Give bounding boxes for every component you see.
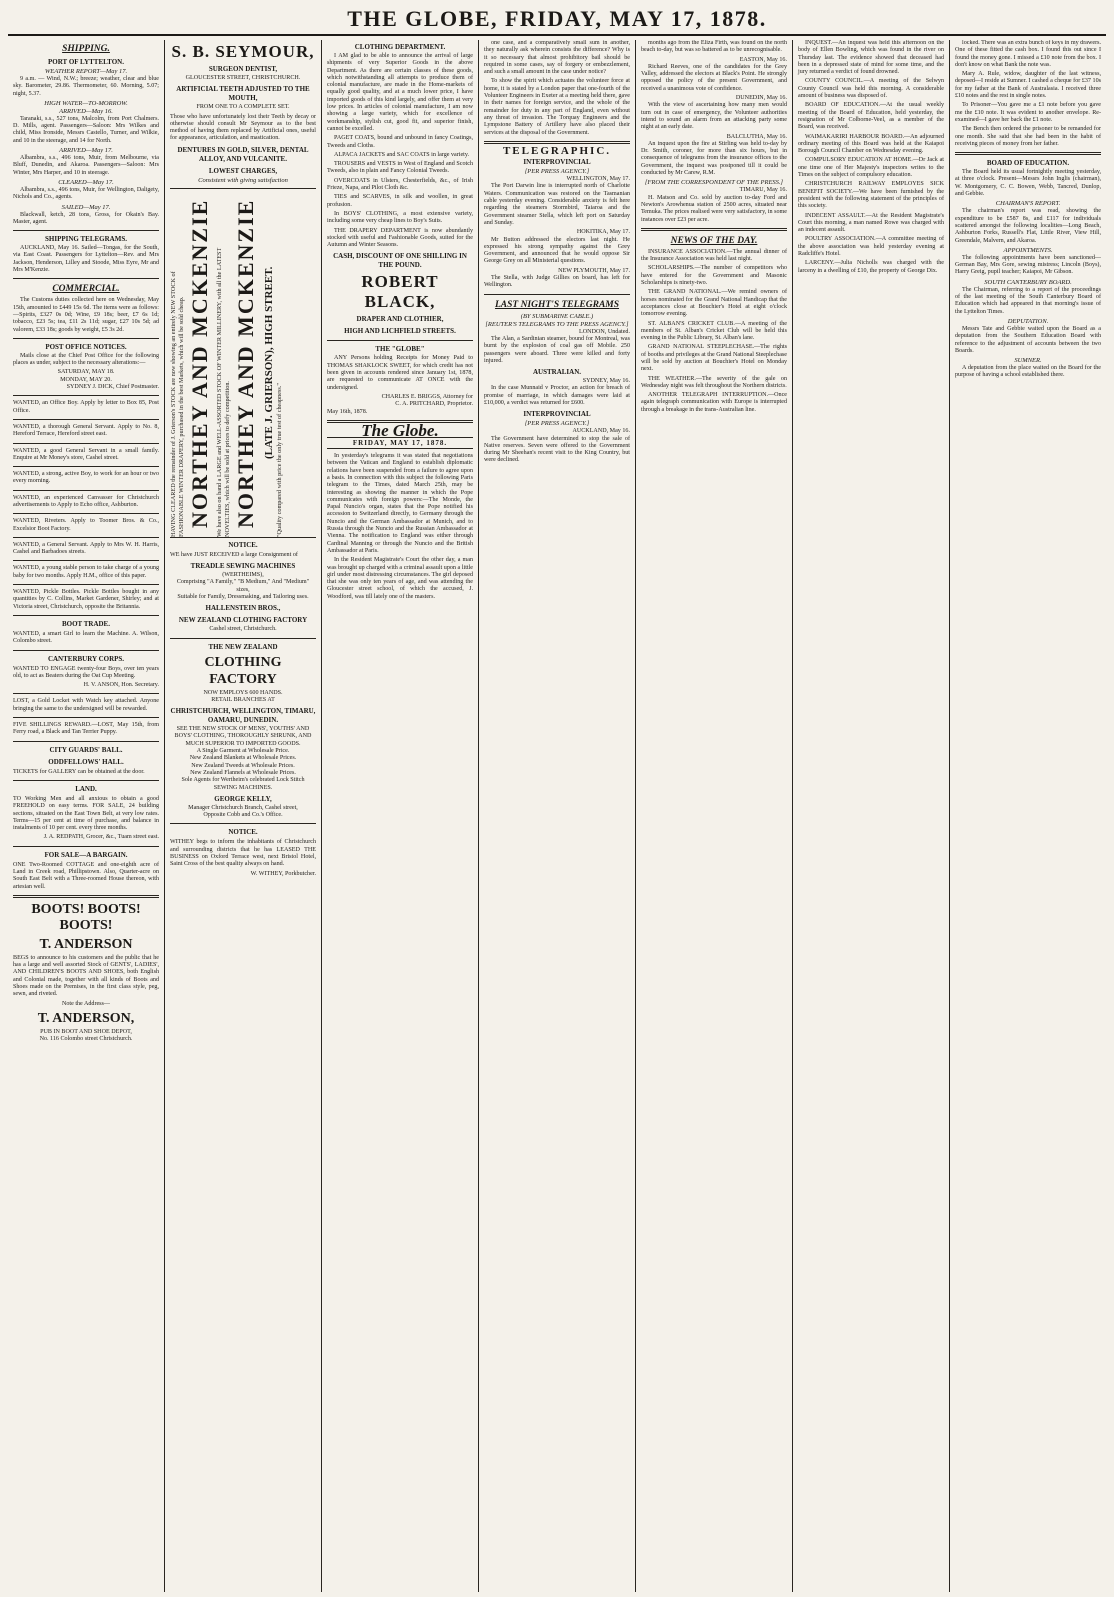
column-2: [165, 40, 322, 1592]
blankets: New Zealand Blankets at Wholesale Prices.: [189, 755, 297, 762]
chairman-heading: CHAIRMAN'S REPORT.: [995, 200, 1061, 208]
news-of-the-day-heading: NEWS OF THE DAY.: [670, 235, 758, 246]
boots-heading: BOOTS! BOOTS! BOOTS!: [31, 901, 141, 933]
george-kelly: GEORGE KELLY,: [214, 794, 272, 803]
vertical-title-2: NORTHEY AND MCKENZIE: [233, 198, 258, 528]
court-text-1: locked. There was an extra bunch of keys in my drawers. One of these fitted the cash box. I found this out since I found the money gone. I missed a £10 note from the box. I don't know on what Bank the note was.: [955, 40, 1101, 68]
sumner-heading: SUMNER.: [1014, 357, 1042, 365]
vertical-quote: "Quality compared with price the only true test of cheapness.": [276, 382, 283, 537]
suitable: Suitable for Family, Dressmaking, and Tailoring uses.: [177, 593, 309, 600]
note-address: Note the Address—: [61, 1000, 111, 1007]
oddfellows-heading: ODDFELLOWS' HALL.: [48, 757, 124, 766]
branches: CHRISTCHURCH, WELLINGTON, TIMARU, OAMARU, DUNEDIN.: [170, 707, 316, 725]
auckland-text: The Government have determined to stop the sale of Native reserves. Seven were offered to the Government during Mr Sheehan's recent visit to the King Country, but were declined.: [484, 435, 630, 464]
arrived-heading: ARRIVED—May 16.: [59, 107, 113, 115]
briggs: CHARLES E. BRIGGS, Attorney for: [381, 393, 473, 400]
high-lichfield: HIGH AND LICHFIELD STREETS.: [344, 327, 456, 336]
comprising: Comprising "A Family," "B Medium," And "Medium" sizes,: [176, 579, 310, 593]
arrived2-heading: ARRIVED—May 17.: [59, 147, 113, 155]
lowest-charges: LOWEST CHARGES,: [208, 166, 278, 175]
indecent-text: INDECENT ASSAULT.—At the Resident Magistrate's Court this morning, a man named Rowe was charged with an indecent assault.: [798, 212, 944, 234]
weather-heading: WEATHER REPORT—May 17.: [44, 68, 128, 75]
column-3: [322, 40, 479, 1592]
dunedin-dateline: DUNEDIN, May 16.: [735, 95, 787, 102]
australian-heading: AUSTRALIAN.: [532, 368, 582, 377]
larceny-text: LARCENY.—Julia Nicholls was charged with the larceny in a dwelling of £10, the property of George Dix.: [798, 260, 944, 274]
clothing-dept-heading: CLOTHING DEPARTMENT.: [354, 43, 446, 51]
sydney-text: In the case Munnaid v Proctor, an action for breach of promise of marriage, in which damages were laid at £10,000, a verdict was returned for £600.: [484, 385, 630, 406]
single-garment: A Single Garment at Wholesale Price.: [196, 748, 290, 755]
overcoats: OVERCOATS in Ulsters, Chesterfields, &c., of Irish Frieze, Napa, and Pilot Cloth &c.: [327, 177, 473, 192]
artificial-teeth: ARTIFICIAL TEETH ADJUSTED TO THE MOUTH,: [176, 85, 310, 103]
redpath-signoff: J. A. REDPATH, Grocer, &c., Tuam street east.: [43, 834, 159, 841]
postmaster-signoff: SYDNEY J. DICK, Chief Postmaster.: [66, 384, 159, 391]
column-5: [636, 40, 793, 1592]
south-canterbury-heading: SOUTH CANTERBURY BOARD.: [984, 278, 1072, 286]
col5-intro: months ago from the Eliza Firth, was found on the north beach to-day, but was so battered as to be unrecognisable.: [641, 40, 787, 54]
harbour-text: WAIMAKARIRI HARBOUR BOARD.—An adjourned ordinary meeting of this Board was held at the Kaiapoi Borough Council Chamber on Wednesday evening.: [798, 133, 944, 155]
london-dateline: LONDON, Undated.: [579, 328, 630, 335]
wanted-ad-7: WANTED, a General Servant. Apply to Mrs W. H. Harris, Cashel and Barbadoes streets.: [13, 541, 159, 556]
globe-notice-text: ANY Persons holding Receipts for Money Paid to THOMAS SHAKLOCK SWEET, for which credit has not been given in accounts rendered since January 1st, 1878, are requested to communicate AT ONCE with the undersigned.: [327, 355, 473, 391]
press-agency: [PER PRESS AGENCY.]: [524, 168, 590, 176]
board-education-heading: BOARD OF EDUCATION.: [986, 159, 1070, 168]
news-scholarships: SCHOLARSHIPS.—The number of competitors who have entered for the Government and Masonic Scholarships is ninety-two.: [641, 265, 787, 287]
sailed-heading: SAILED—May 17.: [61, 203, 111, 211]
leader-article-2: In the Resident Magistrate's Court the other day, a man was brought up charged with a criminal assault upon a little girl under most distressing circumstances. The girl deposed that she was only ten years of age, and was attending the Gloucester street school, of which the accused, J. Woodford, was till lately one of the masters.: [327, 557, 473, 600]
sumner-text: A deputation from the place waited on the Board for the purpose of having a school established there.: [955, 365, 1101, 379]
hokitika-dateline: HOKITIKA, May 17.: [576, 229, 630, 236]
dateline: FRIDAY, MAY 17, 1878.: [327, 437, 473, 449]
new-plymouth-dateline: NEW PLYMOUTH, May 17.: [558, 267, 630, 274]
high-water-heading: HIGH WATER—TO-MORROW.: [44, 99, 128, 107]
canterbury-heading: CANTERBURY CORPS.: [47, 654, 125, 663]
reuter: [REUTER'S TELEGRAMS TO THE PRESS AGENCY.]: [485, 320, 629, 328]
dentures: DENTURES IN GOLD, SILVER, DENTAL ALLOY, AND VULCANITE.: [177, 145, 309, 163]
board-education-text: The Board held its usual fortnightly meeting yesterday, at three o'clock. Present—Messrs John Inglis (chairman), W. Montgomery, C. C. Bowen, Webb, Tancred, Dunlop, and Gebbie.: [955, 169, 1101, 198]
pritchard: C. A. PRITCHARD, Proprietor.: [395, 401, 473, 408]
wellington-dateline: WELLINGTON, May 17.: [566, 176, 630, 183]
timaru-corr: [FROM THE CORRESPONDENT OF THE PRESS.]: [644, 179, 784, 187]
telegraphic-heading: TELEGRAPHIC.: [502, 144, 612, 157]
vertical-subtitle: (LATE J. GRIERSON), HIGH STREET.: [263, 266, 275, 459]
court-text-3: To Prisoner—You gave me a £1 note before you gave me the £10 note. It was evident to another envelope. Re-examined—I gave her back the £1 note.: [955, 102, 1101, 123]
seymour-address: GLOUCESTER STREET, CHRISTCHURCH.: [185, 75, 301, 81]
surgeon-dentist: SURGEON DENTIST,: [208, 65, 278, 73]
lowest-sub: Consistent with giving satisfaction: [198, 176, 288, 184]
land-text: TO Working Men and all anxious to obtain a good FREEHOLD on easy terms. FOR SALE, 24 building sections, situated on the East Town Belt, at very low rates. Terms—15 per cent at time of purchase, and balance in instalments of 10 per cent. every three months.: [13, 795, 159, 832]
news-grand-national: THE GRAND NATIONAL.—We remind owners of horses nominated for the Grand National Handicap that the acceptances close at Bouchier's Hotel at eight o'clock tomorrow evening.: [641, 289, 787, 318]
column-6: [793, 40, 950, 1592]
vertical-line-2: FASHIONABLE WINTER DRAPERY, purchased in the best Markets, which will be sold cheap.: [178, 296, 185, 537]
globe-notice-heading: THE "GLOBE": [375, 345, 425, 354]
anson-signoff: H. V. ANSON, Hon. Secretary.: [83, 682, 159, 689]
port-heading: PORT OF LYTTELTON.: [48, 58, 124, 66]
drapery: THE DRAPERY DEPARTMENT is now abundantly stocked with useful and Fashionable Goods, suited for the Autumn and Winter Seasons.: [327, 227, 473, 249]
wanted-ad-9: WANTED, Pickle Bottles. Pickle Bottles bought in any quantities by C. Collins, Market Gardener, Shirley; and at Victoria street, Christchurch, opposite the Britannia.: [13, 589, 159, 610]
northey-mckenzie-ad: [170, 188, 316, 538]
shipping-telegrams-text: AUCKLAND, May 16. Sailed—Tongas, for the South, via East Coast. Passengers for Lyttelton—Rev. and Mrs Jackson, Henderson, Lilley and Stoode, Miss Eyre, Mr and Mrs M'Kenzie.: [13, 245, 159, 274]
last-night-heading: LAST NIGHT'S TELEGRAMS: [494, 299, 620, 310]
press-agency-2: [PER PRESS AGENCY.]: [524, 420, 590, 428]
news-insurance: INSURANCE ASSOCIATION.—The annual dinner of the Insurance Association was held last night.: [641, 248, 787, 263]
commercial-heading: COMMERCIAL.: [52, 284, 120, 295]
cleared-text: Albambra, s.s., 496 tons, Muir, for Wellington, Daligety, Nichols and Co., agents.: [13, 186, 159, 201]
interprov-heading: INTERPROVINCIAL: [523, 158, 591, 167]
deputation-text: Messrs Tate and Gebbie waited upon the Board as a deputation from the Southern Education Board with reference to the adjustment of accounts between the two Boards.: [955, 325, 1101, 354]
education-text: BOARD OF EDUCATION.—At the usual weekly meeting of the Board of Education, held yesterday, the resignation of Mr Colborne-Veel, as a member of the Board, was received.: [798, 102, 944, 131]
vertical-title-1: NORTHEY AND MCKENZIE: [187, 198, 212, 528]
sole-agents: Sole Agents for Wertheim's celebrated Lock Stitch SEWING MACHINES.: [181, 777, 305, 791]
balclutha-text: An inquest upon the fire at Stirling was held to-day by Dr. Smith, coroner, for more than six hours, but in consequence of telegrams from the insurance offices to the Government, the inquest was postponed till it could be conducted by Mr Carew, R.M.: [641, 140, 787, 177]
boot-trade-text: WANTED, a smart Girl to learn the Machine. A. Wilson, Colombo street.: [13, 630, 159, 645]
retail: RETAIL BRANCHES AT: [211, 696, 275, 703]
anderson-name: T. ANDERSON: [39, 936, 133, 952]
sydney-dateline: SYDNEY, May 16.: [582, 378, 630, 385]
news-telegraph: ANOTHER TELEGRAPH INTERRUPTION.—Once again telegraph communication with Europe is interrupted through a breakage in the trans-Australian line.: [641, 392, 787, 413]
column-7: [950, 40, 1106, 1592]
post-office-text: Mails close at the Chief Post Office for the following places as under, subject to the necessary alterations:—: [13, 352, 159, 367]
wanted-ad-4: WANTED, a strong, active Boy, to work for an hour or two every morning.: [13, 471, 159, 485]
arrived-text: Taranaki, s.s., 527 tons, Malcolm, from Port Chalmers. D. Mills, agent. Passengers—Saloon: Mrs Wilkes and child, Miss Ironside, Messrs Castello, Turner, and Wilkie, and 10 in the steerage, and 14 for North.: [13, 115, 159, 144]
wanted-ad-8: WANTED, a young stable person to take charge of a young baby for two months. Apply H.M., office of this paper.: [13, 565, 159, 579]
the-nz: THE NEW ZEALAND: [208, 642, 278, 651]
withey-signoff: W. WITHEY, Porkbutcher.: [250, 870, 316, 877]
arrived2-text: Albambra, s.s., 496 tons, Muir, from Melbourne, via Bluff, Dunedin, and Akaroa. Passengers—Saloon: Mrs Winter, Mrs Harper, and 10 in steerage.: [13, 155, 159, 176]
wellington-text: The Port Darwin line is interrupted north of Charlotte Waters. Communication was restored on the Tasmanian cable yesterday evening. Considerable anxiety is felt here regarding the steamers Stormbird, Taiaroa and the Government steamer Stella, which left port on Saturday and Sunday.: [484, 183, 630, 226]
balclutha-dateline: BALCLUTHA, May 16.: [726, 133, 787, 140]
vertical-line-4: NOVELTIES, which will be sold at prices to defy competition.: [224, 380, 231, 537]
appointments-text: The following appointments have been sanctioned—German Bay, Mrs Gore, sewing mistress; Lincoln (Boys), Harry Greig, pupil teacher; Kaiapoi, Mr Gibson.: [955, 254, 1101, 276]
appointments-heading: APPOINTMENTS.: [1003, 246, 1053, 254]
news-weather: THE WEATHER.—The severity of the gale on Wednesday night was felt throughout the Northern districts.: [641, 375, 787, 389]
compulsory-text: COMPULSORY EDUCATION AT HOME.—Dr Jack at one time one of Her Majesty's inspectors writes to the Times on the subject of compulsory education.: [798, 157, 944, 179]
auckland-dateline: AUCKLAND, May 16.: [572, 428, 630, 435]
column-4: [479, 40, 636, 1592]
easton-dateline: EASTON, May 16.: [739, 56, 787, 63]
wanted-ad-6: WANTED, Riveters. Apply to Toomer Bros. & Co., Excelsior Boot Factory.: [13, 518, 159, 532]
saturday-heading: SATURDAY, MAY 18.: [57, 369, 115, 376]
poultry-text: POULTRY ASSOCIATION.—A committee meeting of the above association was held yesterday evening at Radcliffe's Hotel.: [798, 236, 944, 258]
county-text: COUNTY COUNCIL.—A meeting of the Selwyn County Council was held this morning. A considerable amount of business was disposed of.: [798, 78, 944, 100]
treadle-heading: TREADLE SEWING MACHINES: [190, 562, 296, 571]
robert-black: ROBERT BLACK,: [361, 272, 439, 312]
reward-ad: FIVE SHILLINGS REWARD.—LOST, May 15th, from Ferry road, a Black and Tan Terrier Puppy.: [13, 722, 159, 736]
anderson-name-2: T. ANDERSON,: [37, 1010, 135, 1026]
clothing-factory: CLOTHING FACTORY: [204, 654, 282, 687]
employs: NOW EMPLOYS 600 HANDS.: [203, 689, 283, 696]
new-plymouth-text: The Stella, with Judge Gillies on board, has left for Wellington.: [484, 275, 630, 289]
deputation-heading: DEPUTATION.: [1007, 317, 1049, 325]
notice-date: May 16th, 1878.: [327, 408, 368, 415]
easton-text: Richard Reeves, one of the candidates for the Grey Valley, addressed the electors at Black's Point. He strongly opposed the policy of the present Government, and received a unanimous vote of confidence.: [641, 63, 787, 92]
globe-logo: The Globe.: [361, 420, 439, 440]
tickets-text: TICKETS for GALLERY can be obtained at the door.: [13, 768, 145, 775]
nz-clothing: NEW ZEALAND CLOTHING FACTORY: [178, 616, 308, 625]
trousers: TROUSERS and VESTS in West of England and Scotch Tweeds, also in plain and Fancy Colonial Tweeds.: [327, 161, 473, 175]
tweeds: New Zealand Tweeds at Wholesale Prices.: [191, 762, 295, 769]
paget-coats: PAGET COATS, bound and unbound in fancy Coatings, Tweeds and Cloths.: [327, 135, 473, 149]
court-text-2: Mary A. Rule, widow, daughter of the last witness, deposed—I reside at Sumner. I cashed a cheque for £37 10s for my father at the Bank of Australasia. I received three £10 notes and the rest in single notes.: [955, 71, 1101, 100]
submarine: (BY SUBMARINE CABLE.): [520, 312, 594, 320]
monday-heading: MONDAY, MAY 20.: [60, 376, 112, 383]
notice2-heading: NOTICE.: [228, 828, 258, 837]
wanted-ad-1: WANTED, an Office Boy. Apply by letter to Box 85, Post Office.: [13, 400, 159, 414]
railway-text: CHRISTCHURCH RAILWAY EMPLOYES SICK BENEFIT SOCIETY.—We have been furnished by the president with the following statement of the principles of this society.: [798, 181, 944, 210]
cash-discount: CASH, DISCOUNT OF ONE SHILLING IN THE POUND.: [333, 252, 467, 270]
draper: DRAPER AND CLOTHIER,: [356, 315, 444, 324]
land-heading: LAND.: [75, 784, 97, 793]
timaru-dateline: TIMARU, May 16.: [739, 187, 787, 194]
from-one: FROM ONE TO A COMPLETE SET.: [196, 104, 290, 111]
vertical-line-1: HAVING CLEARED the remainder of J. Grierson's STOCK are now showing an entirely NEW STOCK of: [170, 271, 177, 537]
canterbury-text: WANTED TO ENGAGE twenty-four Boys, over ten years old, to act as Beaters during the Oat Cup Meeting.: [13, 665, 159, 679]
notice-text: WE have JUST RECEIVED a large Consignment of: [170, 551, 298, 558]
dunedin-text: With the view of ascertaining how many men would turn out in case of emergency, the Volunteer authorities intend to sound an alarm from an attacking party some night at an early date.: [641, 102, 787, 131]
bargain-text: ONE Two-Roomed COTTAGE and one-eighth acre of Land in Creek road, Phillipstown. Also, Quarter-acre on South East Belt with a Three-roomed House thereon, with artesian well.: [13, 861, 159, 890]
london-text: The Alan, a Sardinian steamer, bound for Montreal, was burnt by the explosion of coal gas off Mobile. 250 passengers were aboard. Three were killed and forty injured.: [484, 335, 630, 364]
hokitika-text: Mr Button addressed the electors last night. He expressed his strong sympathy against the Grey Government, and announced that he would oppose Sir George Grey on all Ministerial questions.: [484, 236, 630, 265]
see-stock: SEE THE NEW STOCK OF MENS', YOUTHS' AND BOYS' CLOTHING, THOROUGHLY SHRUNK, AND MUCH SUPERIOR TO IMPORTED GOODS.: [174, 726, 312, 747]
inquest-text: INQUEST.—An inquest was held this afternoon on the body of Ellen Bowling, which was found in the river on Thursday last. The evidence showed that deceased had been in a depressed state of mind for some time, and the jury returned a verdict of found drowned.: [798, 40, 944, 76]
clothing-text: I AM glad to be able to announce the arrival of large shipments of very Superior Goods in the above Department. As there are certain classes of these goods, which notwithstanding all attempts to produce them of colonial manufacture, are made in the Home-markets of equally good quality, and at a much lower price, I have imported goods of this kind largely, and offer them at very low prices. In articles of colonial manufacture, I am now showing a large variety, which for excellence of workmanship, stylish cut, good fit, and superior finish, cannot be excelled.: [327, 53, 473, 132]
boot-trade-heading: BOOT TRADE.: [62, 619, 110, 628]
news-steeplechase: GRAND NATIONAL STEEPLECHASE.—The rights of booths and privileges at the Grand National Steeplechase will be sold by auction at Bouchier's Hotel on Monday next.: [641, 344, 787, 373]
volunteer-article: To show the spirit which actuates the volunteer force at home, it is stated by a London paper that one-fourth of the Volunteer Engineers in Exeter at a meeting held there, gave in their names for foreign service, and the whole of the remainder for duty in any part of England, even without any threat of invasion. The Torquay Engineers and the Lympstone Battery of Artillery have also placed their services at the disposal of the Government.: [484, 78, 630, 136]
shipping-heading: SHIPPING.: [62, 44, 110, 54]
vertical-line-3: We have also on hand a LARGE and WELL-ASSORTED STOCK OF WINTER MILLINERY, with all the LATEST: [216, 247, 223, 537]
cashel-street: Cashel street, Christchurch.: [209, 626, 277, 633]
ties: TIES and SCARVES, in silk and woollen, in great profusion.: [327, 194, 473, 208]
cleared-heading: CLEARED—May 17.: [58, 178, 114, 186]
hallenstein: HALLENSTEIN BROS.,: [205, 604, 281, 613]
wanted-ad-3: WANTED, a good General Servant in a small family. Enquire at Mr Money's store, Cashel street.: [13, 447, 159, 461]
post-office-heading: POST OFFICE NOTICES.: [45, 342, 127, 351]
flannels: New Zealand Flannels at Wholesale Prices.: [190, 769, 296, 776]
guards-ball-heading: CITY GUARDS' BALL.: [49, 745, 123, 754]
chairman-text: The chairman's report was read, showing the expenditure to be £587 8s, and £117 for individuals scattered amongst the following localities—Long Beach, Ashburton Forks, Russell's Flat, Little River, View Hill, Greendale, Malvern, and Akaroa.: [955, 208, 1101, 244]
notice-heading: NOTICE.: [228, 540, 258, 549]
masthead: THE GLOBE, FRIDAY, MAY 17, 1878.: [8, 4, 1106, 36]
sailed-text: Blackwall, ketch, 28 tons, Gross, for Okain's Bay. Master, agent.: [13, 211, 159, 225]
leader-article: In yesterday's telegrams it was stated that negotiations between the Vatican and England to establish diplomatic relations have been suspended from a failure to agree upon a basis. In connection with this subject the following Paris telegram to the Times, dated March 25th, may be interesting as showing the manner in which the Pope communicates with foreign powers:—The Monde, the Papal Nuncio's organ, states that the Pope notified his accession to Switzerland directly, to Germany through the Nuncio and the German Ambassador at Munich, and to Russia through the Nuncio and the Russian Ambassador at Vienna. The notification to England was either through Cardinal Manning or through the Nuncio and the British Ambassador at Paris.: [327, 453, 473, 554]
news-cricket: ST. ALBAN'S CRICKET CLUB.—A meeting of the members of St. Alban's Cricket Club will be held this evening in the Public Library, St. Alban's lane.: [641, 320, 787, 342]
depot-name: PUB IN BOOT AND SHOE DEPOT,: [40, 1028, 132, 1035]
lost-ad: LOST, a Gold Locket with Watch key attached. Anyone bringing the same to the undersigned will be rewarded.: [13, 698, 159, 712]
seymour-name: S. B. SEYMOUR,: [171, 42, 315, 61]
boys-clothing: In BOYS' CLOTHING, a most extensive variety, including some very cheap lines to Boy's Suits.: [327, 210, 473, 225]
column-1: [8, 40, 165, 1592]
timaru-text: H. Matson and Co. sold by auction to-day Ford and Newton's Arowhenua station of 2500 acres, situated near Temuka. The prices realised were very satisfactory, in some instances over £23 per acre.: [641, 194, 787, 223]
anderson-text: BEGS to announce to his customers and the public that he has a large and well assorted Stock of GENTS', LADIES', AND CHILDREN'S BOOTS AND SHOES, both English and Colonial made, together with all kinds of Boots and Shoes made on the Premises, in the first class style, peg, sewn, and riveted.: [13, 954, 159, 998]
leader-continued: one case, and a comparatively small sum in another, they naturally ask wherein consists the difference? Why is it so necessary that almost prohibitory bail should be required in some cases, say of forgery or embezzlement, and such a small amount in the case under notice?: [484, 40, 630, 76]
shipping-telegrams-heading: SHIPPING TELEGRAMS.: [45, 235, 127, 244]
withey-text: WITHEY begs to inform the inhabitants of Christchurch and surrounding districts that he has LEASED THE BUSINESS on Oxford Terrace west, next Bristol Hotel, Saint Cross of the best quality always on hand.: [170, 839, 316, 868]
manager: Manager Christchurch Branch, Cashel street,: [188, 804, 298, 811]
depot-address: No. 116 Colombo street Christchurch.: [39, 1036, 133, 1043]
bargain-heading: FOR SALE—A BARGAIN.: [44, 850, 128, 859]
interprov2-heading: INTERPROVINCIAL: [523, 410, 591, 419]
south-canterbury-text: The Chairman, referring to a report of the proceedings of the last meeting of the South Canterbury Board of Education which had appeared in that morning's issue of the Lyttelton Times.: [955, 286, 1101, 315]
alpaca-jackets: ALPACA JACKETS and SAC COATS in large variety.: [334, 151, 470, 158]
commercial-text: The Customs duties collected here on Wednesday, May 15th, amounted to £449 15s 6d. The items were as follows:—Spirits, £327 0s 0d; Wine, £9 18s; beer, £7 6s 1d; tobacco, £23 5s; tea, £11 2s 11d; sugar, £27 10s 5d; ad valorem, £33 18s; goods by weight, £5 3s 2d.: [13, 297, 159, 333]
opposite: Opposite Cobb and Co.'s Office.: [203, 812, 283, 819]
court-text-4: The Bench then ordered the prisoner to be remanded for one month. She said that she had been in the habit of receiving pieces of money from her father.: [955, 126, 1101, 147]
weather-text: 9 a.m. — Wind, N.W.; breeze; weather, clear and blue sky. Barometer, 29.86. Thermometer, 60. Morning, 5.07; night, 5.37.: [13, 76, 159, 97]
seymour-text: Those who have unfortunately lost their Teeth by decay or otherwise should consult Mr Seymour as to the best method of having them replaced by Artificial ones, useful for appearance, articulation, and mastication.: [170, 113, 316, 142]
columns: [8, 40, 1106, 1592]
wanted-ad-5: WANTED, an experienced Canvasser for Christchurch advertisements to Apply to Echo office, Ashburton.: [13, 494, 159, 508]
wanted-ad-2: WANTED, a thorough General Servant. Apply to No. 8, Hereford Terrace, Hereford street east.: [13, 423, 159, 438]
wertheims: (WERTHEIMS),: [222, 572, 264, 579]
